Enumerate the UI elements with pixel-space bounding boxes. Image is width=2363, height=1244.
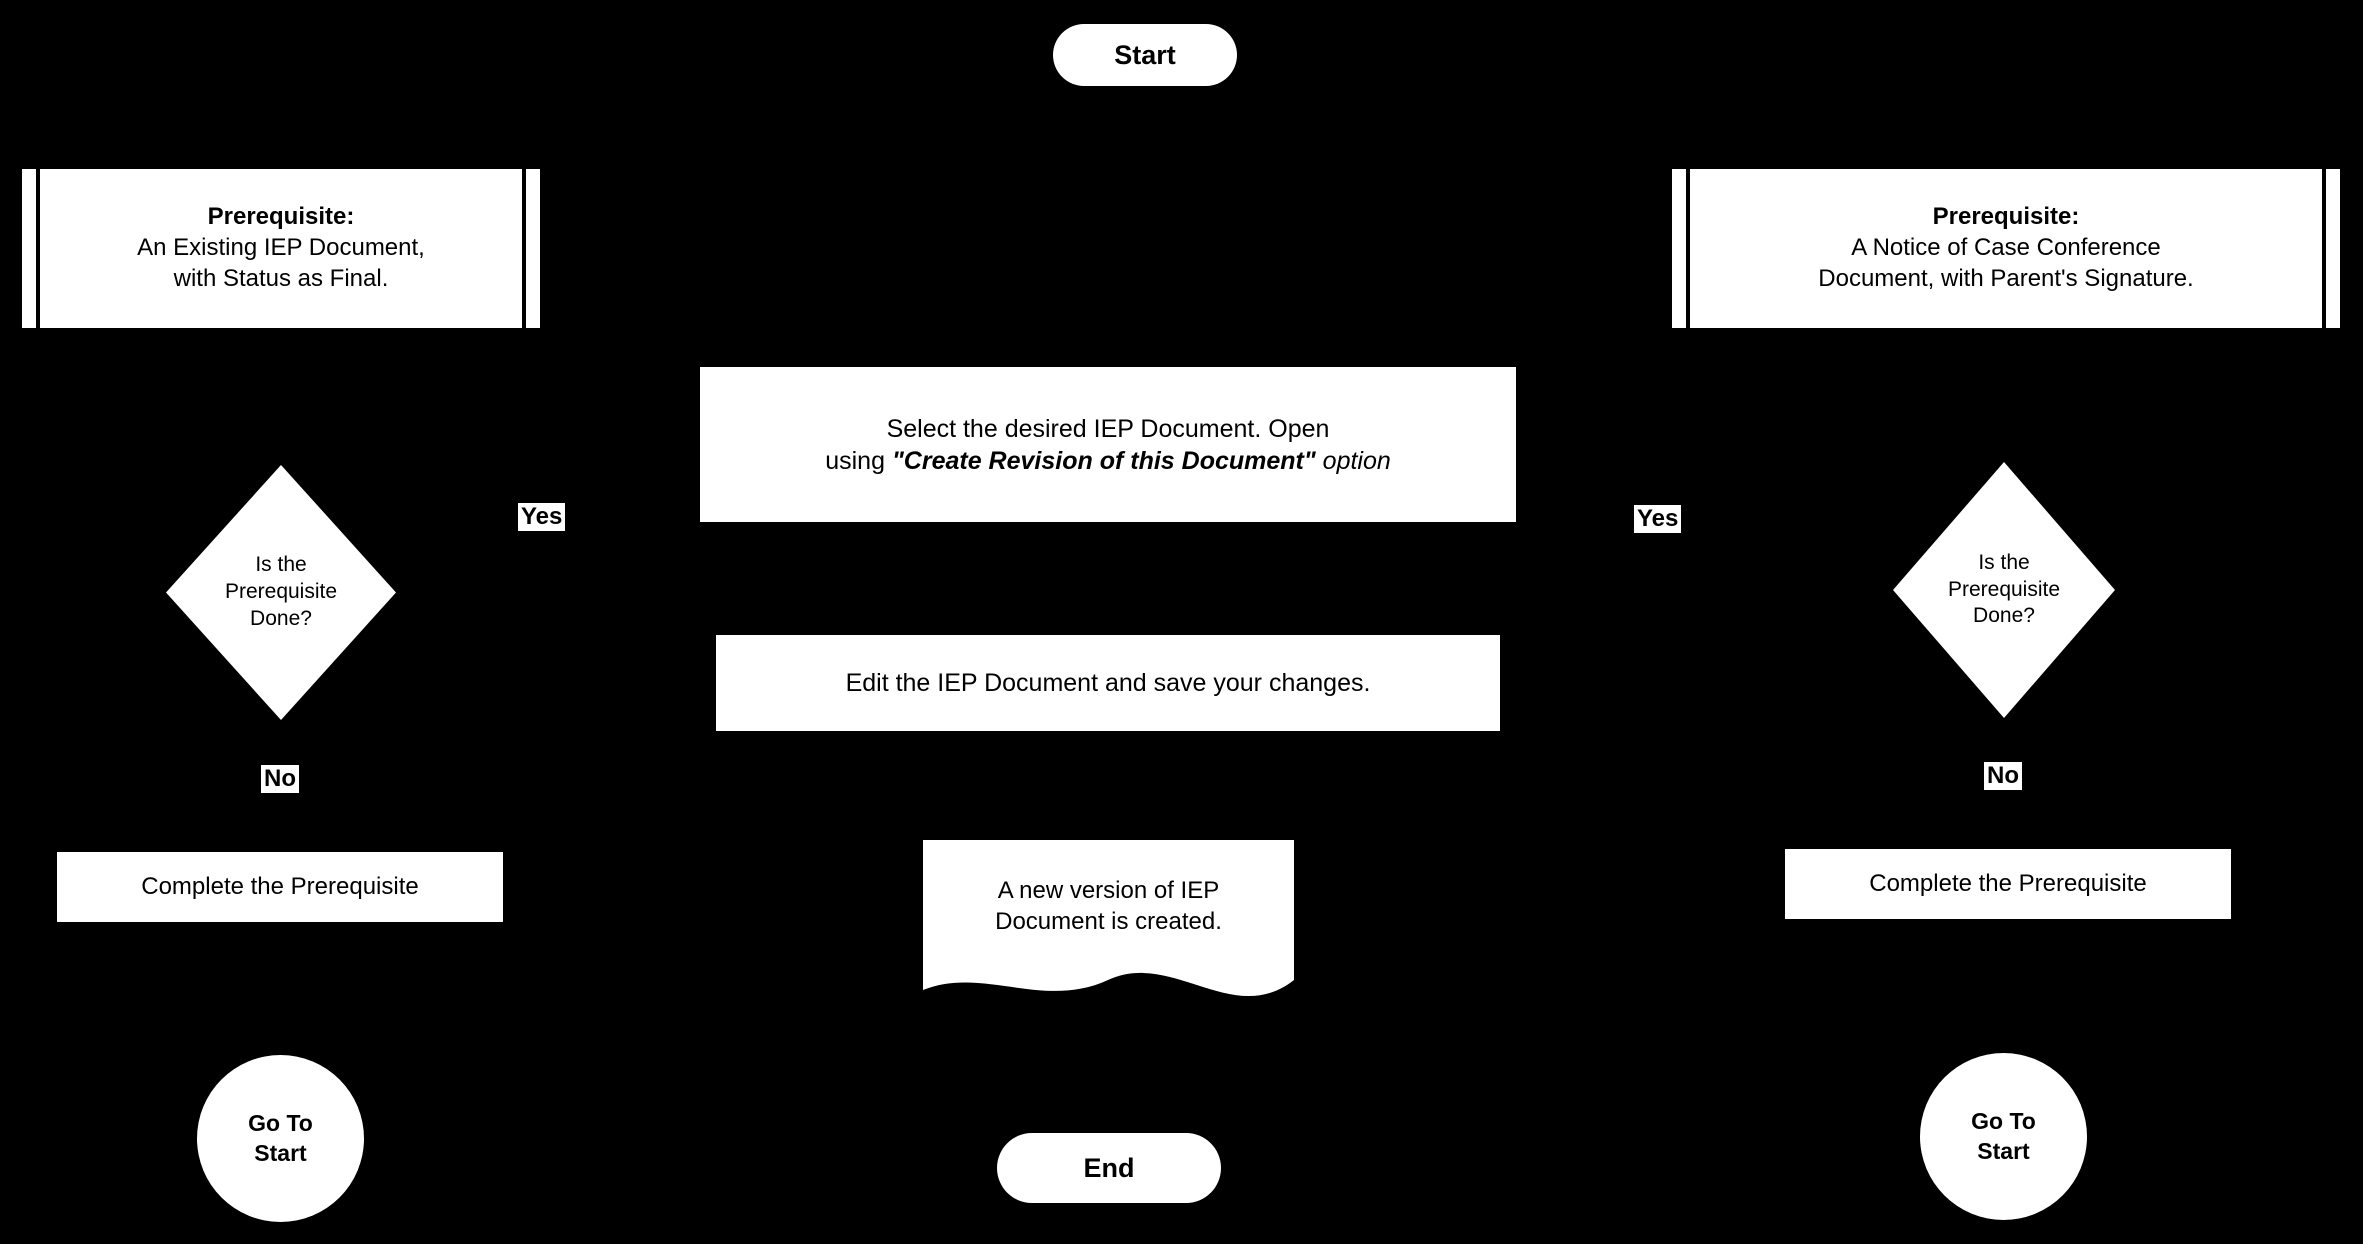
prerequisite-left-line2: with Status as Final.	[173, 264, 389, 292]
prerequisite-left-heading: Prerequisite:	[207, 203, 355, 231]
decision-left-line1: Is the	[255, 553, 307, 577]
select-document-suffix: option	[1315, 446, 1391, 475]
predefined-bar-right-right	[2326, 169, 2340, 328]
node-prerequisite-left-inner	[36, 169, 526, 328]
node-goto-start-right	[1920, 1053, 2087, 1220]
node-decision-right	[1893, 462, 2115, 718]
decision-right-text	[1893, 550, 2115, 631]
decision-right-line3: Done?	[1973, 604, 2035, 628]
node-start-label: Start	[1114, 39, 1176, 70]
node-decision-left	[166, 465, 396, 720]
decision-right-line1: Is the	[1978, 550, 2030, 574]
complete-right-label: Complete the Prerequisite	[1869, 869, 2147, 897]
node-edit-document	[716, 635, 1500, 731]
node-end	[997, 1133, 1221, 1203]
node-prerequisite-left	[22, 169, 540, 328]
select-document-emphasis: "Create Revision of this Document"	[891, 446, 1316, 475]
goto-left-text	[248, 1109, 313, 1168]
node-goto-start-left	[197, 1055, 364, 1222]
decision-left-text	[166, 552, 396, 633]
edge-label-right-no: No	[1984, 762, 2022, 790]
decision-right-line2: Prerequisite	[1947, 577, 2061, 601]
predefined-bar-left	[22, 169, 36, 328]
select-document-line1: Select the desired IEP Document. Open	[886, 414, 1330, 443]
goto-left-line1: Go To	[248, 1110, 313, 1137]
edit-document-label: Edit the IEP Document and save your changes.	[845, 669, 1371, 697]
node-prerequisite-right-inner	[1686, 169, 2326, 328]
node-end-label: End	[1083, 1152, 1135, 1183]
node-new-version-document	[923, 840, 1294, 1008]
goto-right-line2: Start	[1977, 1137, 2030, 1164]
predefined-bar-right	[526, 169, 540, 328]
prerequisite-right-line1: A Notice of Case Conference	[1851, 234, 2161, 262]
goto-left-line2: Start	[254, 1139, 307, 1166]
select-document-prefix: using	[825, 446, 892, 475]
node-prerequisite-right	[1672, 169, 2340, 328]
node-select-document	[700, 367, 1516, 522]
complete-left-label: Complete the Prerequisite	[141, 872, 419, 900]
node-complete-prerequisite-left	[57, 852, 503, 922]
edge-label-right-yes: Yes	[1634, 505, 1681, 533]
predefined-bar-left-right	[1672, 169, 1686, 328]
decision-left-line3: Done?	[250, 606, 312, 630]
node-start	[1053, 24, 1237, 86]
edge-label-left-yes: Yes	[518, 503, 565, 531]
goto-right-line1: Go To	[1971, 1108, 2036, 1135]
new-version-line2: Document is created.	[995, 908, 1222, 935]
edge-label-left-no: No	[261, 765, 299, 793]
node-complete-prerequisite-right	[1785, 849, 2231, 919]
new-version-text	[923, 876, 1294, 937]
goto-right-text	[1971, 1107, 2036, 1166]
prerequisite-left-line1: An Existing IEP Document,	[137, 234, 425, 262]
select-document-line2	[825, 445, 1391, 477]
prerequisite-right-line2: Document, with Parent's Signature.	[1818, 264, 2194, 292]
decision-left-line2: Prerequisite	[224, 580, 338, 604]
new-version-line1: A new version of IEP	[997, 877, 1220, 905]
prerequisite-right-heading: Prerequisite:	[1932, 203, 2080, 231]
